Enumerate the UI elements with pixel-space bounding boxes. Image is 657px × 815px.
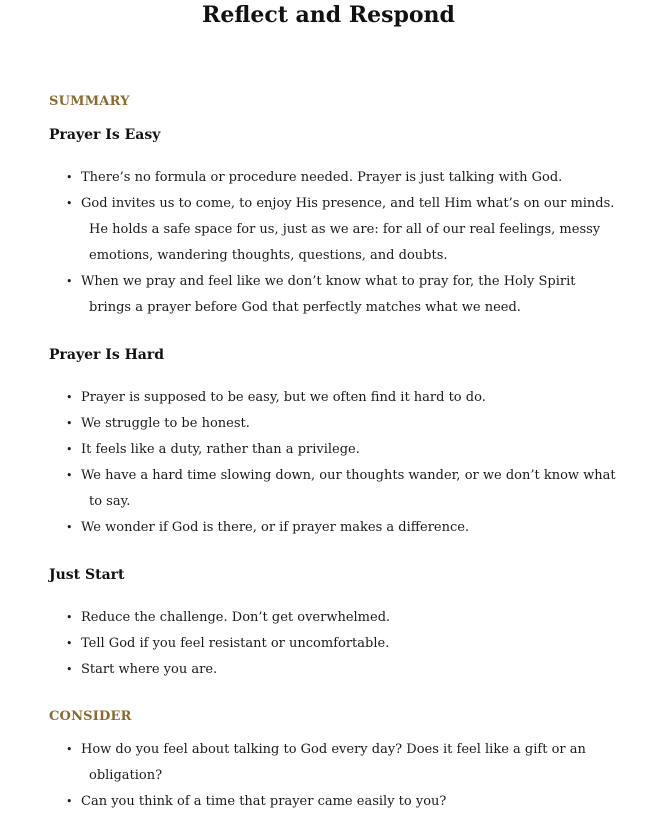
- bullet-dot-icon: •: [66, 611, 73, 624]
- list-item: • God invites us to come, to enjoy His presence, and tell Him what’s on our minds. He holds a safe space for us, just as we are: for all of our real feelings, messy emotions, wandering thoughts, questions, and doubts.: [65, 191, 617, 269]
- bullet-list-just-start: [65, 605, 617, 683]
- subhead-prayer-is-easy: Prayer Is Easy: [49, 127, 161, 143]
- bullet-dot-icon: •: [66, 469, 73, 482]
- bullet-dot-icon: •: [66, 521, 73, 534]
- list-item: • Can you think of a time that prayer came easily to you?: [65, 789, 617, 815]
- bullet-dot-icon: •: [66, 443, 73, 456]
- bullet-dot-icon: •: [66, 743, 73, 756]
- list-item: • Tell God if you feel resistant or uncomfortable.: [65, 631, 617, 657]
- bullet-dot-icon: •: [66, 417, 73, 430]
- subhead-just-start: Just Start: [49, 567, 125, 583]
- bullet-dot-icon: •: [66, 391, 73, 404]
- list-item: • We struggle to be honest.: [65, 411, 617, 437]
- list-item: • When we pray and feel like we don’t know what to pray for, the Holy Spirit brings a prayer before God that perfectly matches what we need.: [65, 269, 617, 321]
- bullet-list-prayer-is-easy: [65, 165, 617, 321]
- bullet-dot-icon: •: [66, 197, 73, 210]
- list-item: • Prayer is supposed to be easy, but we often find it hard to do.: [65, 385, 617, 411]
- bullet-dot-icon: •: [66, 275, 73, 288]
- list-item: • There’s no formula or procedure needed. Prayer is just talking with God.: [65, 165, 617, 191]
- list-item: • How do you feel about talking to God every day? Does it feel like a gift or an obligation?: [65, 737, 617, 789]
- bullet-dot-icon: •: [66, 663, 73, 676]
- list-item: • Start where you are.: [65, 657, 617, 683]
- bullet-list-prayer-is-hard: [65, 385, 617, 541]
- page-title: Reflect and Respond: [202, 2, 455, 28]
- list-item: • It feels like a duty, rather than a privilege.: [65, 437, 617, 463]
- bullet-list-consider: [65, 737, 617, 815]
- bullet-dot-icon: •: [66, 795, 73, 808]
- list-item: • We wonder if God is there, or if prayer makes a difference.: [65, 515, 617, 541]
- list-item: • Reduce the challenge. Don’t get overwhelmed.: [65, 605, 617, 631]
- summary-label: SUMMARY: [49, 94, 130, 109]
- list-item: • We have a hard time slowing down, our thoughts wander, or we don’t know what to say.: [65, 463, 617, 515]
- bullet-dot-icon: •: [66, 637, 73, 650]
- consider-label: CONSIDER: [49, 709, 132, 724]
- bullet-dot-icon: •: [66, 171, 73, 184]
- subhead-prayer-is-hard: Prayer Is Hard: [49, 347, 165, 363]
